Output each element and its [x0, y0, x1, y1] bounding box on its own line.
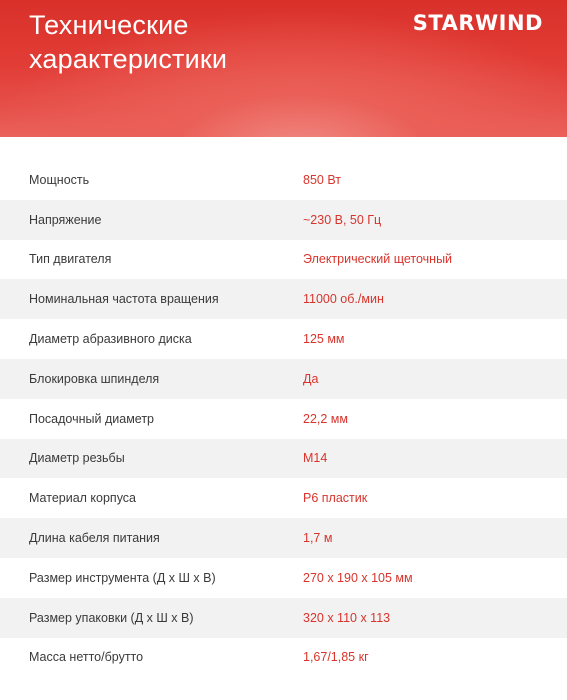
spec-table [0, 160, 567, 677]
spec-row-weight [0, 638, 567, 678]
spec-value: Р6 пластик [303, 491, 368, 506]
spec-value: ~230 В, 50 Гц [303, 212, 382, 227]
spec-row-power [0, 160, 567, 200]
spec-row-cable-length [0, 518, 567, 558]
spec-label: Тип двигателя [29, 252, 112, 267]
spec-label: Посадочный диаметр [29, 411, 154, 426]
spec-value: Да [303, 371, 319, 386]
spec-label: Масса нетто/брутто [29, 650, 144, 665]
page-title-line-1: Технические [29, 10, 189, 40]
spec-row-voltage [0, 200, 567, 240]
spec-value: 125 мм [303, 332, 345, 347]
spec-label: Мощность [29, 172, 90, 187]
spec-value: 11000 об./мин [303, 292, 384, 307]
spec-value: Электрический щеточный [303, 252, 453, 267]
spec-value: 320 х 110 х 113 [303, 610, 391, 625]
spec-row-thread-diameter [0, 439, 567, 479]
spec-label: Материал корпуса [29, 491, 137, 506]
spec-row-bore-diameter [0, 399, 567, 439]
spec-row-spindle-lock [0, 359, 567, 399]
spec-label: Диаметр резьбы [29, 451, 125, 466]
spec-value: 270 х 190 х 105 мм [303, 570, 413, 585]
spec-value: М14 [303, 451, 328, 466]
spec-value: 1,67/1,85 кг [303, 650, 369, 665]
spec-row-package-size [0, 598, 567, 638]
spec-label: Размер инструмента (Д х Ш х В) [29, 570, 216, 585]
spec-label: Блокировка шпинделя [29, 371, 160, 386]
spec-value: 22,2 мм [303, 411, 348, 426]
spec-label: Диаметр абразивного диска [29, 332, 192, 347]
spec-value: 850 Вт [303, 172, 341, 187]
spec-row-tool-size [0, 558, 567, 598]
spec-row-housing-material [0, 478, 567, 518]
page-title [29, 8, 227, 76]
spec-row-rotation-speed [0, 279, 567, 319]
spec-value: 1,7 м [303, 531, 333, 546]
header-banner [0, 0, 567, 137]
spec-row-disc-diameter [0, 319, 567, 359]
page-title-line-2: характеристики [29, 44, 228, 74]
spec-label: Длина кабеля питания [29, 531, 160, 546]
spec-row-motor-type [0, 240, 567, 280]
spec-label: Размер упаковки (Д х Ш х В) [29, 610, 194, 625]
spec-label: Номинальная частота вращения [29, 292, 219, 307]
brand-logo: STARWIND [412, 11, 543, 35]
spec-label: Напряжение [29, 212, 102, 227]
